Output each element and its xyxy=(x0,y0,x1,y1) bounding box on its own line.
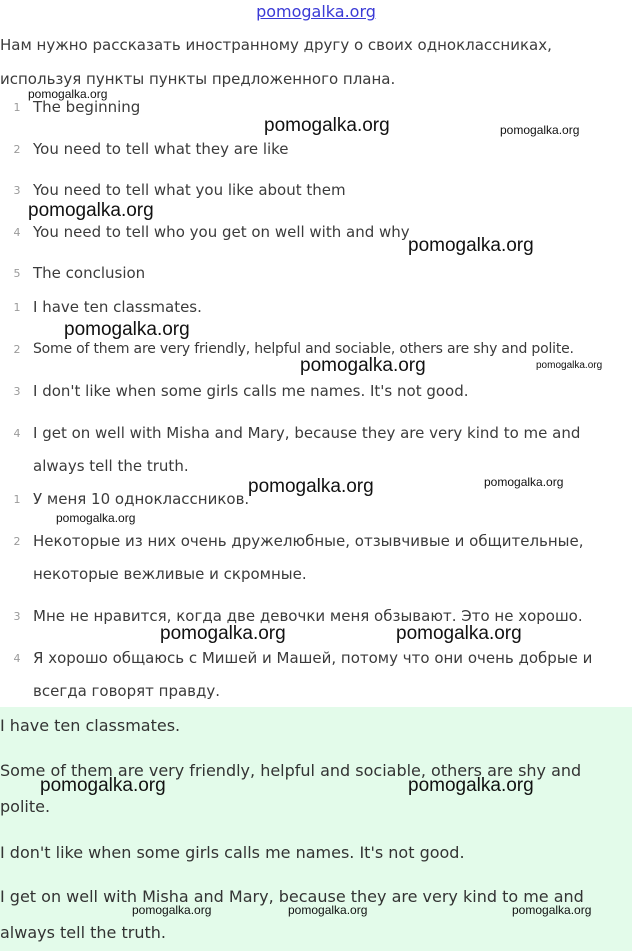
watermark: pomogalka.org xyxy=(264,115,390,136)
russian-item-text: Я хорошо общаюсь с Мишей и Машей, потому что они очень добрые и всегда говорят правду. xyxy=(33,649,593,700)
english-item-number: 3 xyxy=(13,385,21,398)
watermark: pomogalka.org xyxy=(396,623,522,644)
watermark: pomogalka.org xyxy=(408,235,534,256)
plan-item-number: 1 xyxy=(13,101,21,114)
english-item-number: 4 xyxy=(13,427,21,440)
watermark: pomogalka.org xyxy=(408,775,534,796)
russian-item-number: 1 xyxy=(13,493,21,506)
plan-item-number: 4 xyxy=(13,226,21,239)
plan-item-text: The conclusion xyxy=(33,264,146,282)
russian-item-text: Некоторые из них очень дружелюбные, отзывчивые и общительные, некоторые вежливые и скромные. xyxy=(33,532,584,583)
plan-item-text: You need to tell who you get on well with and why xyxy=(33,223,410,241)
watermark: pomogalka.org xyxy=(56,511,136,525)
english-item-text: I don't like when some girls calls me names. It's not good. xyxy=(33,382,469,400)
plan-item-text: The beginning xyxy=(33,98,141,116)
watermark: pomogalka.org xyxy=(64,319,190,340)
answer-paragraph: I get on well with Misha and Mary, because they are very kind to me and always tell the truth. xyxy=(0,887,584,942)
watermark: pomogalka.org xyxy=(160,623,286,644)
english-item-text: Some of them are very friendly, helpful and sociable, others are shy and polite. xyxy=(33,341,574,357)
plan-item-text: You need to tell what they are like xyxy=(33,140,289,158)
watermark: pomogalka.org xyxy=(288,903,368,917)
watermark: pomogalka.org xyxy=(500,123,580,137)
plan-item-number: 2 xyxy=(13,143,21,156)
russian-item-text: Мне не нравится, когда две девочки меня обзывают. Это не хорошо. xyxy=(33,607,583,625)
russian-item-number: 4 xyxy=(13,652,21,665)
answer-paragraph: Some of them are very friendly, helpful and sociable, others are shy and polite. xyxy=(0,761,582,816)
answer-paragraph: I have ten classmates. xyxy=(0,716,181,735)
watermark: pomogalka.org xyxy=(248,476,374,497)
watermark: pomogalka.org xyxy=(40,775,166,796)
site-link[interactable]: pomogalka.org xyxy=(256,2,376,21)
watermark: pomogalka.org xyxy=(132,903,212,917)
task-intro: Нам нужно рассказать иностранному другу о своих одноклассниках, используя пункты пункты предложенного плана. xyxy=(0,36,552,88)
russian-item-number: 3 xyxy=(13,610,21,623)
watermark: pomogalka.org xyxy=(28,200,154,221)
russian-item-text: У меня 10 одноклассников. xyxy=(33,490,250,508)
english-item-number: 2 xyxy=(13,343,21,356)
plan-item-number: 5 xyxy=(13,267,21,280)
watermark: pomogalka.org xyxy=(300,355,426,376)
english-item-text: I get on well with Misha and Mary, because they are very kind to me and always tell the truth. xyxy=(33,424,581,475)
watermark: pomogalka.org xyxy=(512,903,592,917)
english-item-number: 1 xyxy=(13,301,21,314)
watermark: pomogalka.org xyxy=(484,475,564,489)
russian-item-number: 2 xyxy=(13,535,21,548)
english-item-text: I have ten classmates. xyxy=(33,298,202,316)
answer-paragraph: I don't like when some girls calls me names. It's not good. xyxy=(0,843,465,862)
watermark: pomogalka.org xyxy=(28,87,108,101)
plan-item-text: You need to tell what you like about them xyxy=(33,181,346,199)
watermark: pomogalka.org xyxy=(536,360,603,371)
plan-item-number: 3 xyxy=(13,184,21,197)
